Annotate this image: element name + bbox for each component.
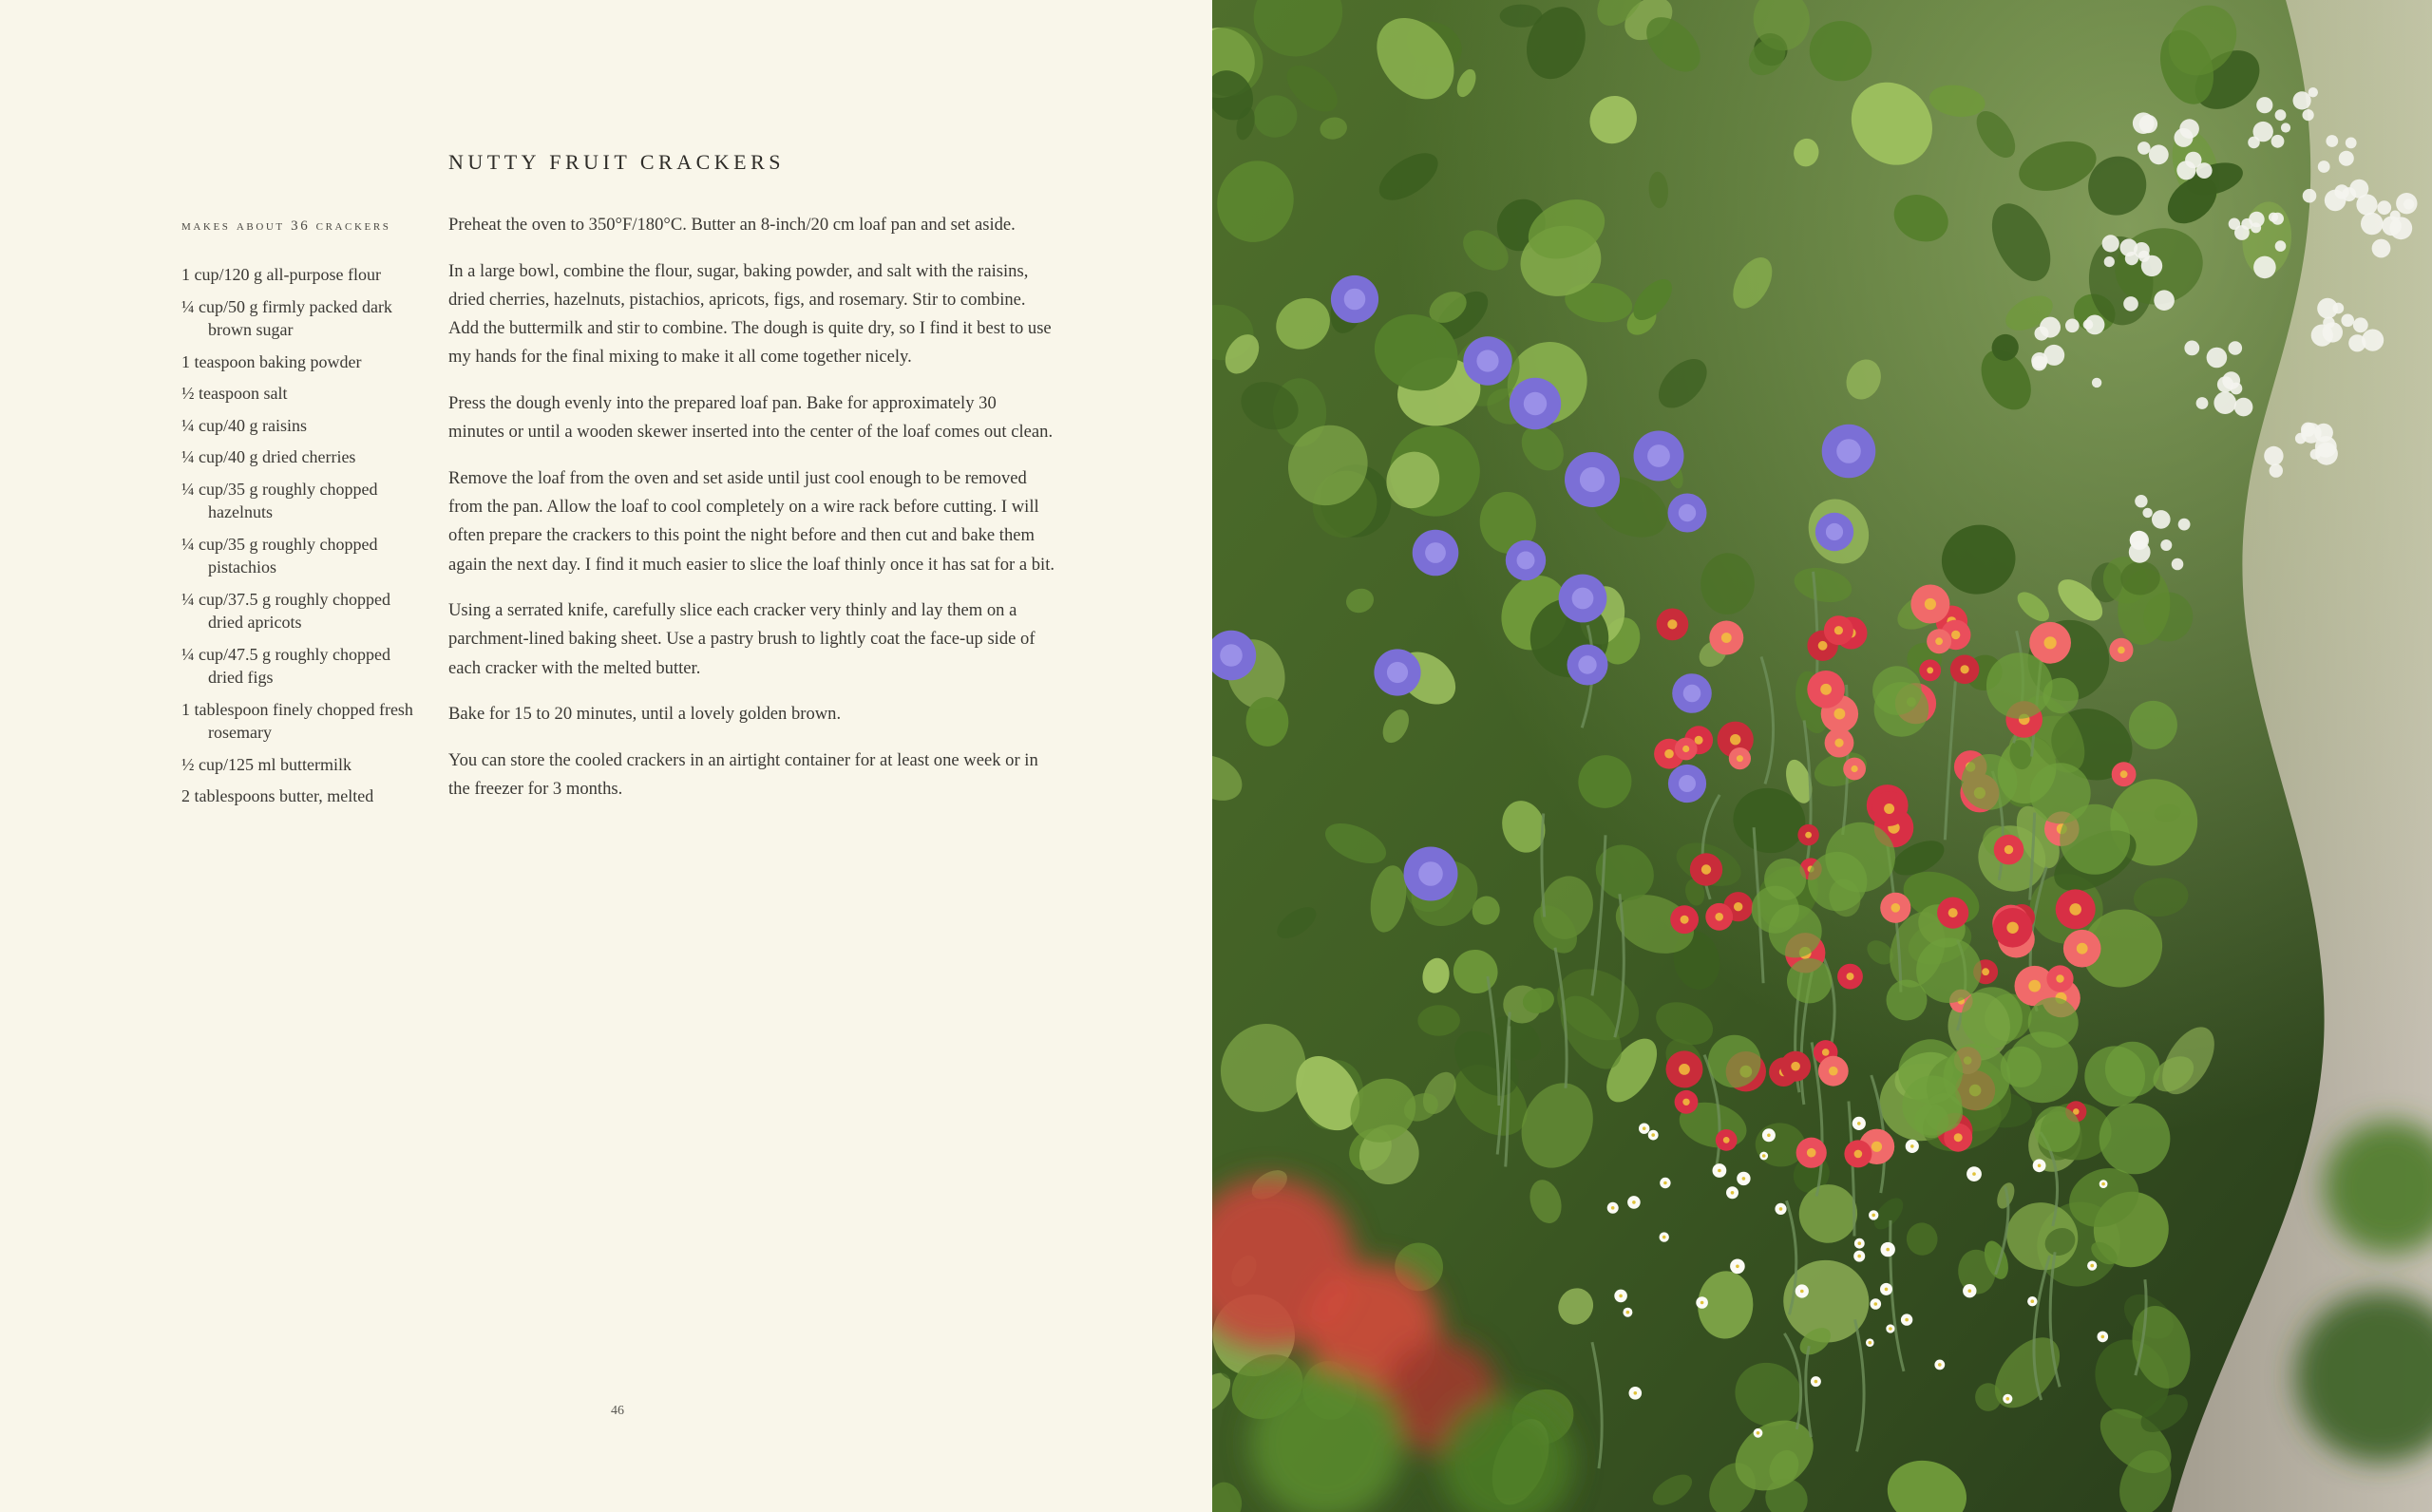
white-flower <box>2318 161 2330 173</box>
daisy-center <box>1886 1248 1890 1252</box>
ingredient-item: ½ cup/125 ml buttermilk <box>181 754 352 774</box>
nasturtium-eye <box>1681 916 1689 924</box>
ingredient-item: 1 cup/120 g all-purpose flour <box>181 265 381 284</box>
nasturtium-eye <box>2077 943 2088 954</box>
daisy-center <box>1700 1301 1704 1305</box>
white-flower <box>2377 200 2391 215</box>
nasturtium-eye <box>1667 619 1677 629</box>
daisy-center <box>1626 1311 1630 1314</box>
nasturtium-eye <box>2028 980 2041 992</box>
ingredient-item: ¼ cup/40 g raisins <box>181 415 307 435</box>
white-flower <box>2040 317 2061 338</box>
white-flower <box>2270 463 2283 477</box>
white-flower <box>2152 510 2171 529</box>
nasturtium-eye <box>1822 1049 1830 1056</box>
nasturtium-leaf <box>2060 804 2130 875</box>
daisy-center <box>2006 1397 2010 1401</box>
white-flower <box>2295 433 2307 444</box>
nasturtium-eye <box>1730 734 1740 745</box>
white-flower <box>2196 397 2209 409</box>
nasturtium-eye <box>1834 739 1843 747</box>
daisy-center <box>1651 1133 1655 1137</box>
white-flower <box>2248 137 2260 149</box>
scabiosa-center <box>1679 775 1696 792</box>
white-flower <box>2138 142 2151 155</box>
white-flower <box>2256 97 2272 113</box>
page-number: 46 <box>611 1404 624 1418</box>
scabiosa-center <box>1418 861 1443 886</box>
nasturtium-eye <box>2120 770 2128 778</box>
daisy-center <box>1736 1265 1739 1269</box>
nasturtium-eye <box>1829 1067 1838 1076</box>
daisy-center <box>1757 1431 1760 1435</box>
method-paragraph: Press the dough evenly into the prepared loaf pan. Bake for approximately 30 minutes or until a wooden skewer inserted into the center of the loaf comes out clean. <box>448 393 1054 443</box>
white-flower <box>2275 109 2287 121</box>
scabiosa-center <box>1220 644 1243 667</box>
scabiosa-center <box>1387 662 1408 683</box>
nasturtium-eye <box>1664 749 1674 759</box>
white-flower <box>2253 256 2276 279</box>
ingredient-item: 1 teaspoon baking powder <box>181 351 362 371</box>
daisy-center <box>1857 1122 1861 1125</box>
daisy-center <box>1938 1363 1942 1367</box>
nasturtium-eye <box>1852 765 1858 772</box>
ingredient-item: ¼ cup/40 g dried cherries <box>181 447 356 466</box>
daisy-center <box>2090 1264 2094 1268</box>
nasturtium-eye <box>1715 913 1723 921</box>
nasturtium-leaf <box>2129 701 2177 749</box>
white-flower <box>2314 424 2333 443</box>
scabiosa-center <box>1679 504 1696 521</box>
method-paragraph: You can store the cooled crackers in an airtight container for at least one week or in the freezer for 3 months. <box>448 750 1038 800</box>
scabiosa-center <box>1647 444 1670 467</box>
daisy-center <box>2038 1164 2042 1168</box>
nasturtium-eye <box>1834 626 1843 634</box>
daisy-center <box>1905 1318 1909 1322</box>
white-flower <box>2346 138 2357 149</box>
daisy-center <box>1910 1144 1914 1148</box>
white-flower <box>2269 213 2278 222</box>
daisy-center <box>1634 1391 1638 1395</box>
daisy-center <box>1885 1288 1889 1292</box>
nasturtium-leaf <box>1916 937 1982 1003</box>
white-flower <box>2149 144 2169 164</box>
nasturtium-leaf <box>1752 886 1799 934</box>
white-flower <box>2334 184 2348 198</box>
nasturtium-leaf <box>1787 958 1832 1003</box>
nasturtium-leaf <box>1872 666 1922 715</box>
daisy-center <box>2101 1182 2105 1186</box>
daisy-center <box>1972 1172 1976 1176</box>
white-flower <box>2353 317 2368 332</box>
ingredient-item: 2 tablespoons butter, melted <box>181 786 374 805</box>
nasturtium-eye <box>1695 736 1703 745</box>
white-flower <box>2207 348 2228 369</box>
white-flower <box>2123 296 2138 312</box>
nasturtium-eye <box>1872 1142 1882 1152</box>
scabiosa-center <box>1826 523 1843 540</box>
daisy-center <box>1767 1134 1771 1138</box>
ingredient-item: 1 tablespoon finely chopped fresh rosemary <box>181 699 413 742</box>
method-paragraph: Using a serrated knife, carefully slice each cracker very thinly and lay them on a parchment-lined baking sheet. Use a pastry brush to lightly coat the face-up side of each cracker with the melted butter. <box>448 600 1036 678</box>
nasturtium-leaf <box>2006 1031 2078 1103</box>
nasturtium-leaf <box>1898 1039 1963 1104</box>
daisy-center <box>1869 1341 1872 1345</box>
recipe-title: NUTTY FRUIT CRACKERS <box>448 150 786 174</box>
daisy-center <box>2031 1299 2035 1303</box>
white-flower <box>2332 303 2344 314</box>
scabiosa-center <box>1578 655 1596 673</box>
nasturtium-leaf <box>2100 1104 2171 1175</box>
ingredient-item: ¼ cup/35 g roughly chopped hazelnuts <box>181 479 378 521</box>
nasturtium-eye <box>1925 598 1936 610</box>
white-flower <box>2323 317 2334 329</box>
daisy-center <box>1663 1181 1667 1185</box>
ingredient-item: ¼ cup/50 g firmly packed dark brown sugar <box>181 296 392 339</box>
white-flower <box>2065 319 2080 333</box>
daisy-center <box>1742 1177 1746 1181</box>
nasturtium-eye <box>2118 647 2125 654</box>
white-flower <box>2234 398 2253 417</box>
white-flower <box>2396 193 2417 214</box>
white-flower <box>2229 218 2240 230</box>
white-flower <box>2043 345 2064 366</box>
daisy-center <box>1611 1206 1615 1210</box>
daisy-center <box>1779 1207 1783 1211</box>
white-flower <box>2214 391 2236 414</box>
method-paragraph: Preheat the oven to 350°F/180°C. Butter an 8-inch/20 cm loaf pan and set aside. <box>448 215 1016 235</box>
white-flower <box>2217 376 2233 392</box>
white-flower <box>2293 91 2311 109</box>
method-paragraph: Remove the loaf from the oven and set aside until just cool enough to be removed from the pan. Allow the loaf to cool completely on a wire rack before cutting. I will often prepare the crackers to this point the night before and then cut and bake them again the next day. I find it much easier to slice the loaf thinly once it has sat for a bit. <box>448 467 1055 575</box>
nasturtium-eye <box>1807 1148 1816 1158</box>
ingredients-list <box>181 263 424 817</box>
nasturtium-leaf <box>1962 987 2023 1048</box>
daisy-center <box>1857 1255 1861 1258</box>
garden-illustration <box>1212 0 2432 1512</box>
white-flower <box>2178 519 2191 531</box>
white-flower <box>2281 123 2290 132</box>
nasturtium-eye <box>1891 903 1901 913</box>
nasturtium-eye <box>2069 903 2081 916</box>
white-flower <box>2310 449 2321 460</box>
nasturtium-eye <box>1682 746 1689 752</box>
daisy-center <box>1858 1241 1862 1245</box>
method-steps <box>448 211 1056 822</box>
white-flower <box>2229 341 2243 355</box>
nasturtium-leaf <box>1808 852 1867 911</box>
white-flower <box>2172 558 2184 571</box>
nasturtium-leaf <box>1708 1035 1761 1088</box>
ingredient-item: ¼ cup/37.5 g roughly chopped dried apricots <box>181 589 390 632</box>
nasturtium-eye <box>1847 973 1854 980</box>
white-flower <box>2102 235 2119 252</box>
white-flower <box>2361 213 2384 236</box>
ingredient-item: ¼ cup/35 g roughly chopped pistachios <box>181 534 378 576</box>
nasturtium-leaf <box>2034 1106 2080 1152</box>
white-flower <box>2356 194 2377 215</box>
daisy-center <box>1762 1154 1766 1158</box>
white-flower <box>2249 212 2265 228</box>
white-flower <box>2341 314 2354 328</box>
white-flower <box>2083 319 2094 330</box>
white-flower <box>2176 161 2195 180</box>
daisy-center <box>1718 1169 1721 1173</box>
white-flower <box>2139 115 2157 133</box>
nasturtium-eye <box>2056 974 2063 982</box>
daisy-center <box>1968 1289 1972 1293</box>
nasturtium-eye <box>2004 845 2013 854</box>
white-flower <box>2275 240 2287 252</box>
white-flower <box>2120 238 2138 256</box>
daisy-center <box>1632 1200 1636 1204</box>
nasturtium-eye <box>2044 636 2057 649</box>
nasturtium-eye <box>1982 968 1989 975</box>
nasturtium-eye <box>1927 667 1933 673</box>
daisy-center <box>1619 1295 1623 1298</box>
recipe-page <box>0 0 1212 1512</box>
nasturtium-eye <box>1961 665 1969 673</box>
white-flower <box>2184 341 2199 356</box>
recipe-yield: makes about 36 crackers <box>181 218 391 234</box>
scabiosa-center <box>1476 350 1498 371</box>
scabiosa-center <box>1683 685 1701 703</box>
nasturtium-eye <box>2006 922 2018 934</box>
nasturtium-eye <box>1682 1099 1689 1106</box>
white-flower <box>2104 256 2115 267</box>
daisy-center <box>2101 1335 2105 1339</box>
white-flower <box>2372 239 2391 258</box>
method-paragraph: Bake for 15 to 20 minutes, until a lovely golden brown. <box>448 704 842 725</box>
scabiosa-center <box>1517 552 1535 570</box>
daisy-center <box>1662 1236 1666 1239</box>
scabiosa-center <box>1524 392 1547 415</box>
nasturtium-eye <box>1791 1062 1800 1071</box>
nasturtium-leaf <box>2042 678 2079 714</box>
nasturtium-eye <box>1954 1133 1963 1142</box>
nasturtium-eye <box>1737 755 1743 762</box>
white-flower <box>2160 539 2172 551</box>
scabiosa-center <box>1580 467 1605 492</box>
daisy-center <box>1643 1126 1646 1130</box>
white-flower <box>2135 495 2147 507</box>
white-flower <box>2154 290 2175 311</box>
white-flower <box>2303 109 2314 121</box>
nasturtium-eye <box>1721 633 1732 643</box>
nasturtium-eye <box>1723 1137 1730 1143</box>
nasturtium-leaf <box>2105 1042 2160 1097</box>
nasturtium-eye <box>1734 902 1742 911</box>
daisy-center <box>1731 1191 1735 1195</box>
white-flower <box>2130 531 2149 550</box>
white-flower <box>2271 135 2285 148</box>
garden-photo <box>1212 0 2432 1512</box>
nasturtium-eye <box>1854 1150 1863 1159</box>
nasturtium-eye <box>1679 1064 1690 1075</box>
scabiosa-center <box>1836 439 1861 463</box>
scabiosa-center <box>1572 588 1594 610</box>
daisy-center <box>1800 1290 1804 1294</box>
daisy-center <box>1874 1302 1878 1306</box>
white-flower <box>2092 378 2101 387</box>
nasturtium-leaf <box>1887 980 1928 1021</box>
nasturtium-eye <box>1951 631 1960 639</box>
ingredient-item: ¼ cup/47.5 g roughly chopped dried figs <box>181 644 390 687</box>
nasturtium-eye <box>1948 908 1958 917</box>
white-flower <box>2382 217 2402 236</box>
nasturtium-leaf <box>1962 754 2018 810</box>
nasturtium-leaf <box>1986 652 2053 719</box>
nasturtium-eye <box>1701 864 1711 874</box>
white-flower <box>2303 189 2317 203</box>
daisy-center <box>1814 1380 1818 1384</box>
white-flower <box>2339 151 2354 166</box>
nasturtium-eye <box>1935 637 1943 645</box>
scabiosa-center <box>1425 542 1446 563</box>
nasturtium-eye <box>1805 832 1812 839</box>
nasturtium-eye <box>1818 641 1828 651</box>
nasturtium-eye <box>1820 684 1832 695</box>
ingredient-item: ½ teaspoon salt <box>181 384 288 403</box>
nasturtium-eye <box>1834 709 1846 720</box>
white-flower <box>2264 446 2283 465</box>
white-flower <box>2362 330 2384 351</box>
method-paragraph: In a large bowl, combine the flour, sugar, baking powder, and salt with the raisins, dried cherries, hazelnuts, pistachios, apricots, figs, and rosemary. Stir to combine. Add the buttermilk and stir to combine. The dough is quite dry, so I find it best to use my hands for the final mixing to make it all come together nicely. <box>448 260 1052 368</box>
white-flower <box>2142 508 2152 518</box>
nasturtium-eye <box>1884 803 1894 814</box>
white-flower <box>2179 119 2199 139</box>
daisy-center <box>1889 1327 1892 1331</box>
white-flower <box>2326 135 2338 147</box>
daisy-center <box>1872 1214 1875 1218</box>
white-flower <box>2138 251 2150 262</box>
scabiosa-center <box>1344 289 1366 311</box>
